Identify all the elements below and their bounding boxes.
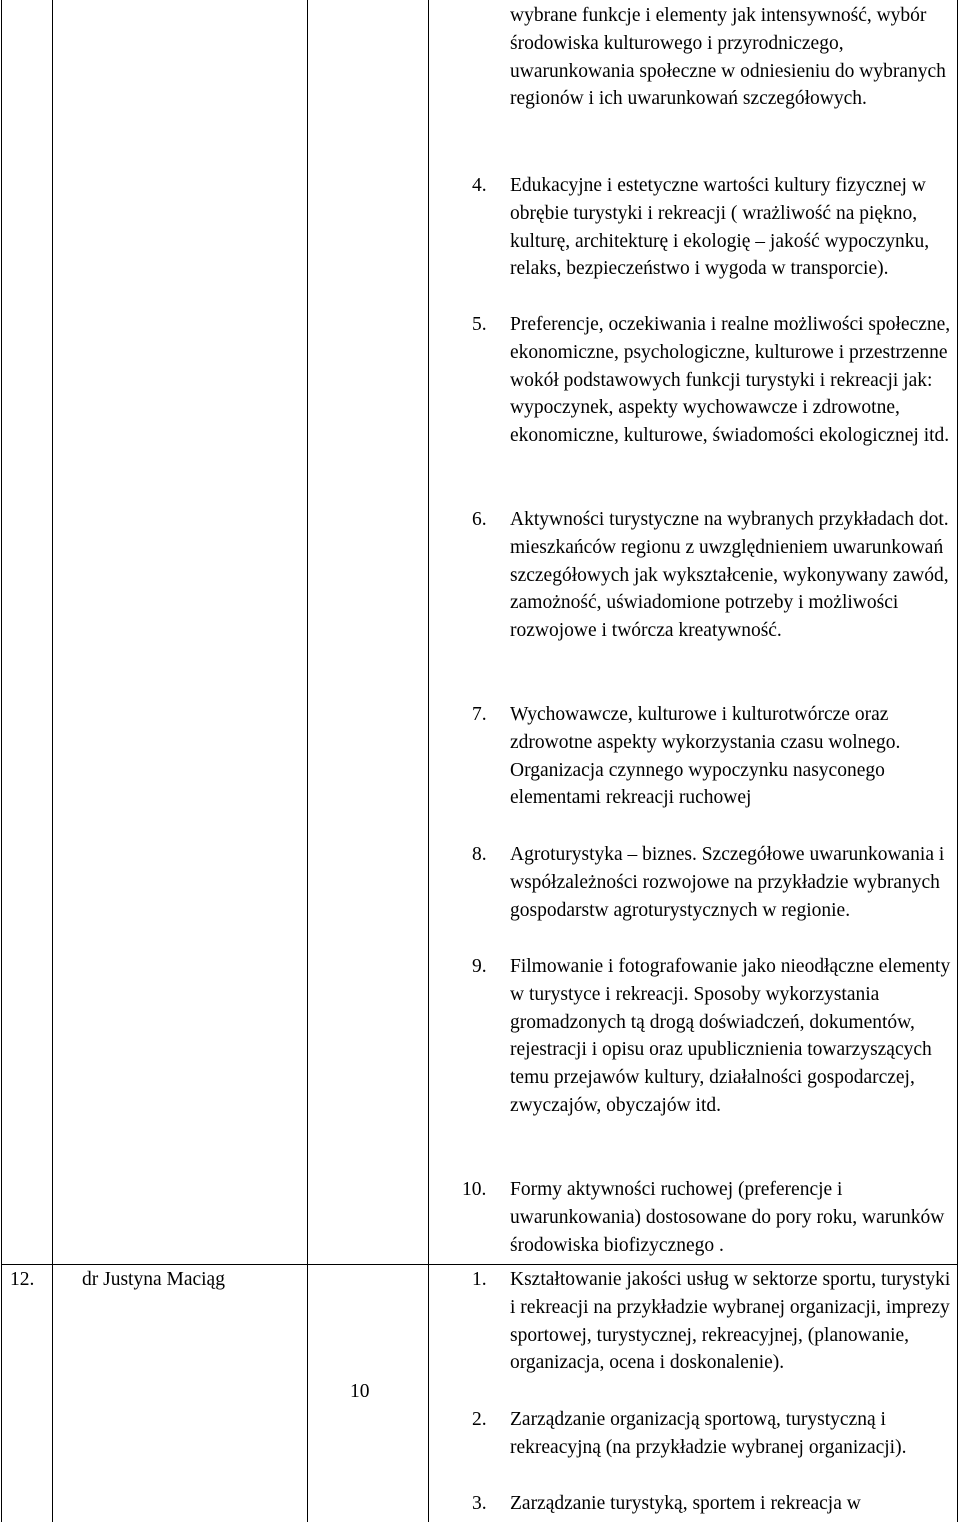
topic-number: 7. — [472, 704, 487, 725]
supervisor-name: dr Justyna Maciąg — [82, 1269, 225, 1290]
table-divider-col2 — [307, 0, 308, 1522]
topic-text: Aktywności turystyczne na wybranych przykładach dot. mieszkańców regionu z uwzględnieniem uwarunkowań szczegółowych jak wykształcenie, wykonywany zawód, zamożność, uświadomione potrzeby i możliwości rozwojowe i twórcza kreatywność. — [510, 509, 949, 642]
topic-text: Kształtowanie jakości usług w sektorze sportu, turystyki i rekreacji na przykładzie wybranej organizacji, imprezy sportowej, turystycznej, rekreacyjnej, (planowanie, organizacja, ocena i doskonalenie). — [510, 1269, 951, 1374]
topic-text: Zarządzanie organizacją sportową, turystyczną i rekreacyjną (na przykładzie wybranej organizacji). — [510, 1409, 907, 1458]
table-divider-col1 — [52, 0, 53, 1522]
table-row-separator — [1, 1264, 957, 1265]
topic-number: 4. — [472, 175, 487, 196]
row-number: 12. — [10, 1269, 35, 1290]
topic-continuation-text: wybrane funkcje i elementy jak intensywność, wybór środowiska kulturowego i przyrodniczego, uwarunkowania społeczne w odniesieniu do wybranych regionów i ich uwarunkowań szczegółowych. — [510, 5, 946, 110]
topic-number: 6. — [472, 509, 487, 530]
topic-text: Zarządzanie turystyką, sportem i rekreacja w — [510, 1493, 861, 1514]
table-divider-col3 — [428, 0, 429, 1522]
topic-number: 2. — [472, 1409, 487, 1430]
topic-number: 8. — [472, 844, 487, 865]
topic-text: Agroturystyka – biznes. Szczegółowe uwarunkowania i współzależności rozwojowe na przykładzie wybranych gospodarstw agroturystycznych w regionie. — [510, 844, 945, 921]
topic-number: 10. — [462, 1179, 487, 1200]
topic-text: Edukacyjne i estetyczne wartości kultury fizycznej w obrębie turystyki i rekreacji ( wrażliwość na piękno, kulturę, architekturę i ekologię – jakość wypoczynku, relaks, bezpieczeństwo i wygoda w transporcie). — [510, 175, 930, 280]
table-border-left — [1, 0, 2, 1522]
topic-number: 5. — [472, 314, 487, 335]
table-border-right — [957, 0, 958, 1522]
topic-text: Formy aktywności ruchowej (preferencje i uwarunkowania) dostosowane do pory roku, warunków środowiska biofizycznego . — [510, 1179, 945, 1256]
topic-text: Filmowanie i fotografowanie jako nieodłączne elementy w turystyce i rekreacji. Sposoby wykorzystania gromadzonych tą drogą doświadczeń, dokumentów, rejestracji i opisu oraz upublicznienia towarzyszących temu przejawów kultury, działalności gospodarczej, zwyczajów, obyczajów itd. — [510, 956, 951, 1116]
topic-text: Wychowawcze, kulturowe i kulturotwórcze oraz zdrowotne aspekty wykorzystania czasu wolnego. Organizacja czynnego wypoczynku nasyconego elementami rekreacji ruchowej — [510, 704, 901, 809]
topic-number: 1. — [472, 1269, 487, 1290]
topic-count: 10 — [350, 1381, 370, 1402]
topic-text: Preferencje, oczekiwania i realne możliwości społeczne, ekonomiczne, psychologiczne, kulturowe i przestrzenne wokół podstawowych funkcji turystyki i rekreacji jak: wypoczynek, aspekty wychowawcze i zdrowotne, ekonomiczne, kulturowe, świadomości ekologicznej itd. — [510, 314, 951, 447]
topic-number: 9. — [472, 956, 487, 977]
topic-number: 3. — [472, 1493, 487, 1514]
